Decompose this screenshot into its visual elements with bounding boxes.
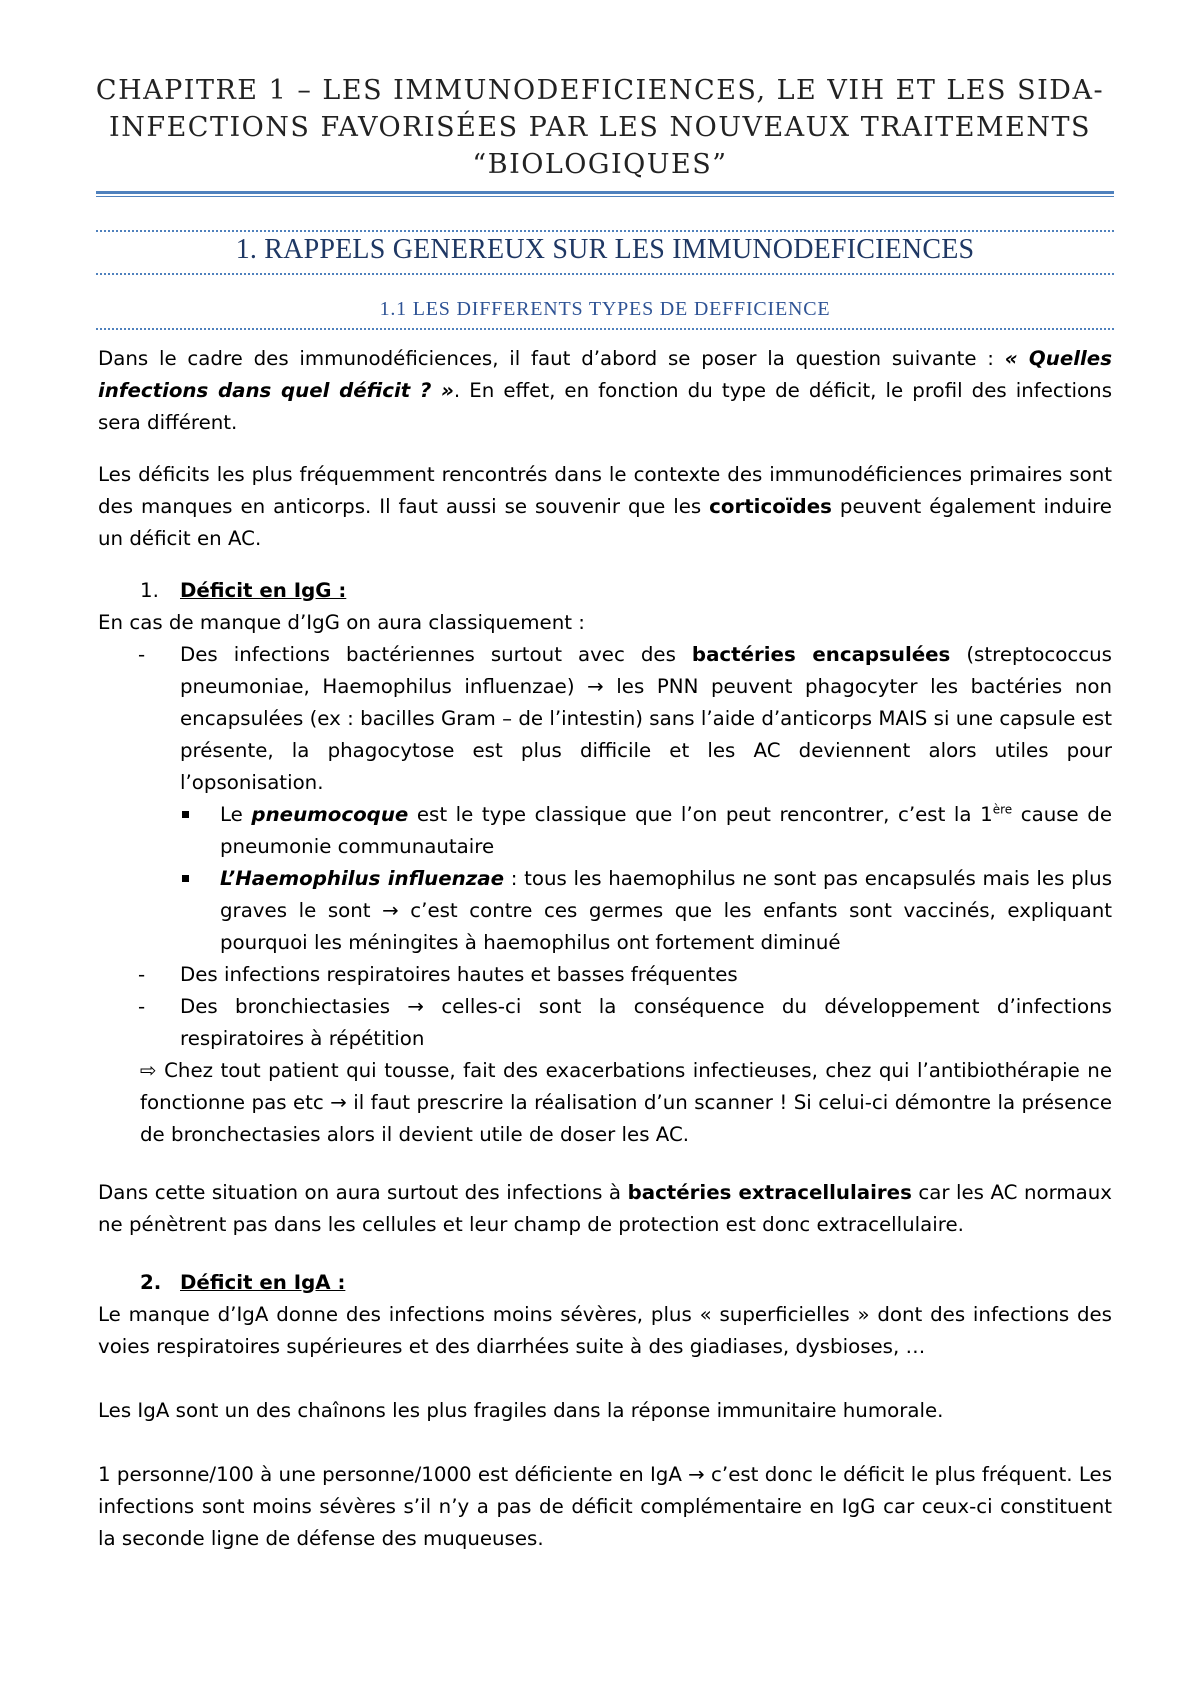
document-body: [98, 343, 1112, 1555]
igg-intro: En cas de manque d’IgG on aura classiquement :: [98, 611, 585, 634]
iga-paragraph: 1 personne/100 à une personne/1000 est déficiente en IgA → c’est donc le déficit le plus fréquent. Les infections sont moins sévères s’il n’y a pas de déficit complémentaire en IgG car ceux-ci constituent la seconde ligne de défense des muqueuses.: [98, 1463, 1112, 1550]
title-rule-bottom: [96, 196, 1114, 197]
arrow-note: ⇨ Chez tout patient qui tousse, fait des exacerbations infectieuses, chez qui l’antibiothérapie ne fonctionne pas etc → il faut prescrire la réalisation d’un scanner ! Si celui-ci démontre la présence de bronchectasies alors il devient utile de doser les AC.: [140, 1059, 1112, 1146]
section-heading: 1. RAPPELS GENEREUX SUR LES IMMUNODEFICIENCES: [235, 234, 975, 265]
subsection-rule: [96, 328, 1114, 330]
sub-list-item: Le pneumocoque est le type classique que l’on peut rencontrer, c’est la 1ère cause de pneumonie communautaire: [98, 799, 1112, 863]
igg-conclusion: Dans cette situation on aura surtout des infections à bactéries extracellulaires car les AC normaux ne pénètrent pas dans les cellules et leur champ de protection est donc extracellulaire.: [98, 1181, 1113, 1236]
iga-heading: 2. Déficit en IgA :: [140, 1271, 346, 1294]
iga-paragraph: Le manque d’IgA donne des infections moins sévères, plus « superficielles » dont des infections des voies respiratoires supérieures et des diarrhées suite à des giadiases, dysbioses, …: [98, 1303, 1112, 1358]
section-rule-bottom: [96, 273, 1114, 275]
iga-paragraph: Les IgA sont un des chaînons les plus fragiles dans la réponse immunitaire humorale.: [98, 1399, 944, 1422]
list-item: - Des bronchiectasies → celles-ci sont la conséquence du développement d’infections respiratoires à répétition: [98, 991, 1112, 1055]
section-rule-top: [96, 230, 1114, 232]
intro-paragraph: Dans le cadre des immunodéficiences, il faut d’abord se poser la question suivante : « Quelles infections dans quel déficit ? ». En effet, en fonction du type de déficit, le profil des infections sera différent.: [98, 347, 1112, 434]
list-item: - Des infections respiratoires hautes et basses fréquentes: [98, 959, 1112, 991]
sub-list-item: L’Haemophilus influenzae : tous les haemophilus ne sont pas encapsulés mais les plus graves le sont → c’est contre ces germes que les enfants sont vaccinés, expliquant pourquoi les méningites à haemophilus ont fortement diminué: [98, 863, 1112, 959]
frequency-paragraph: Les déficits les plus fréquemment rencontrés dans le contexte des immunodéficiences primaires sont des manques en anticorps. Il faut aussi se souvenir que les corticoïdes peuvent également induire un déficit en AC.: [98, 463, 1112, 550]
chapter-title: CHAPITRE 1 – LES IMMUNODEFICIENCES, LE VIH ET LES SIDA- INFECTIONS FAVORISÉES PAR LES NOUVEAUX TRAITEMENTS “BIOLOGIQUES”: [95, 75, 1105, 180]
subsection-heading: 1.1 LES DIFFERENTS TYPES DE DEFFICIENCE: [379, 298, 831, 320]
title-rule-top: [96, 191, 1114, 194]
igg-heading: 1. Déficit en IgG :: [140, 579, 347, 602]
key-question: « Quelles infections dans quel déficit ? »: [98, 347, 1112, 402]
list-item: - Des infections bactériennes surtout avec des bactéries encapsulées (streptococcus pneumoniae, Haemophilus influenzae) → les PNN peuvent phagocyter les bactéries non encapsulées (ex : bacilles Gram – de l’intestin) sans l’aide d’anticorps MAIS si une capsule est présente, la phagocytose est plus difficile et les AC deviennent alors utiles pour l’opsonisation.: [98, 639, 1112, 799]
